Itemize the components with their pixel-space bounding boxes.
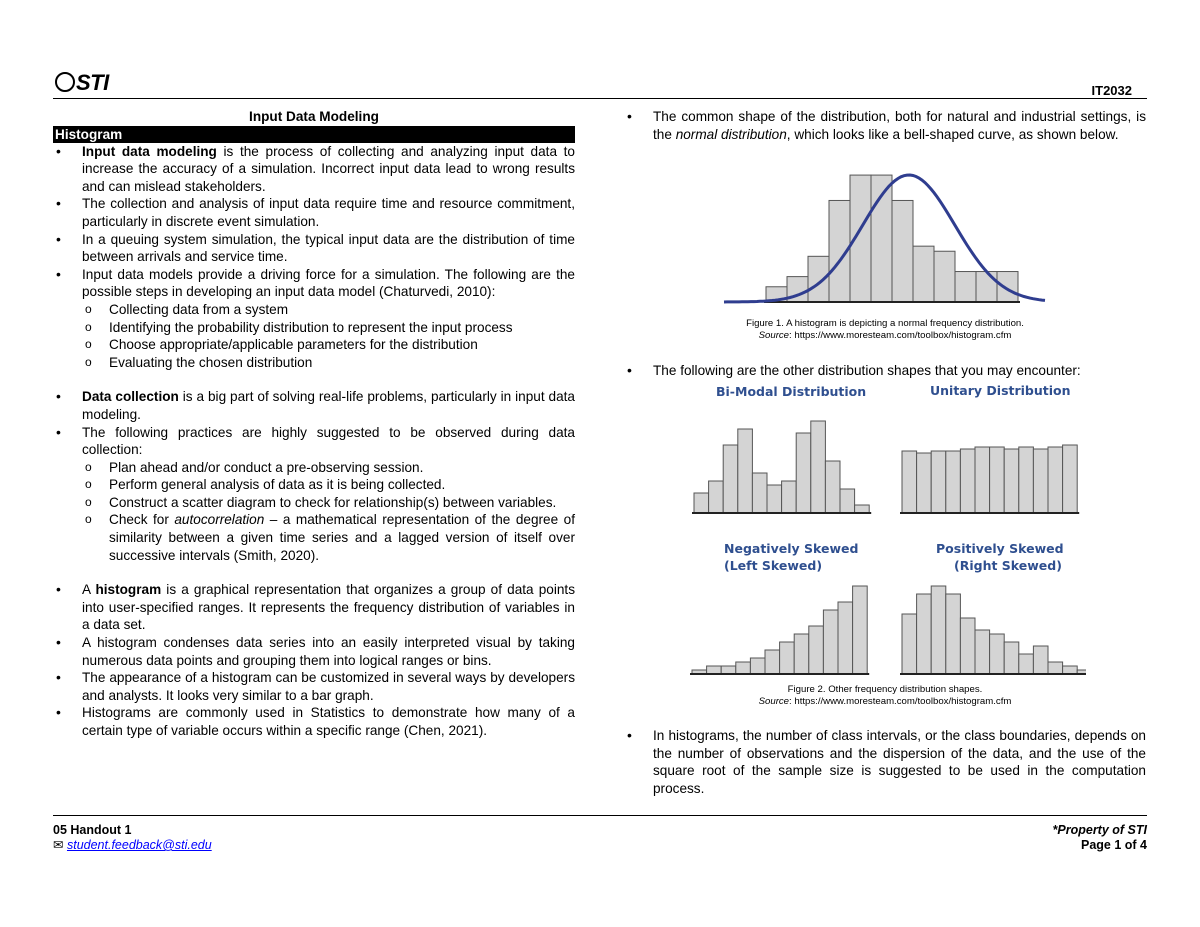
steps-list <box>82 301 575 371</box>
bullet-list-2 <box>53 388 575 564</box>
list-item-text: is a big part of solving real-life problems, particularly in input data modeling. <box>82 389 575 422</box>
list-item: • In histograms, the number of class intervals, or the class boundaries, depends on the number of observations and the dispersion of the data, and the use of the square root of the sample size is suggested to be used in the computation process. <box>624 727 1146 797</box>
histogram-bar <box>990 447 1005 513</box>
histogram-bar <box>723 445 738 513</box>
histogram-bar <box>736 662 751 674</box>
figure-1-caption <box>624 318 1146 342</box>
label-pos2: (Right Skewed) <box>954 558 1062 573</box>
histogram-bar <box>902 451 917 513</box>
histogram-bar <box>960 449 975 513</box>
list-item <box>53 143 575 196</box>
step-item: o Choose appropriate/applicable parameters for the distribution <box>82 336 575 354</box>
histogram-bar <box>765 650 780 674</box>
list-item <box>53 266 575 372</box>
histogram-bar <box>917 594 932 674</box>
histogram-bar <box>997 272 1018 302</box>
list-item: • The appearance of a histogram can be customized in several ways by developers and analysts. It looks very similar to a bar graph. <box>53 669 575 704</box>
histogram-bar <box>902 614 917 674</box>
histogram-bar <box>721 666 736 674</box>
term-bold: histogram <box>95 582 162 598</box>
handout-label: 05 Handout 1 <box>53 823 132 837</box>
label-pos1: Positively Skewed <box>936 541 1064 556</box>
right-column <box>624 108 1146 143</box>
list-item-text: Input data models provide a driving force for a simulation. The following are the possible steps in developing an input data model (Chaturvedi, 2010): <box>82 266 575 300</box>
mail-icon: ✉ <box>53 838 64 852</box>
histogram-bar <box>892 200 913 302</box>
course-code: IT2032 <box>1091 83 1132 98</box>
histogram-bar <box>752 473 767 513</box>
step-item: o Collecting data from a system <box>82 301 575 319</box>
source-label: Source <box>758 696 790 707</box>
practice-item: o Construct a scatter diagram to check for relationship(s) between variables. <box>82 494 575 512</box>
footer-left <box>53 823 212 853</box>
step-item: o Evaluating the chosen distribution <box>82 354 575 372</box>
histogram-bar <box>809 626 824 674</box>
term-italic: normal distribution <box>675 126 787 142</box>
feedback-email-link[interactable]: student.feedback@sti.edu <box>66 838 212 852</box>
term-bold: Input data modeling <box>82 143 217 159</box>
histogram-bar <box>1004 449 1019 513</box>
histogram-bar <box>855 505 870 513</box>
list-item-text: is a graphical representation that organizes a group of data points into user-specified ranges. It represents the frequency distribution of variables in a data set. <box>82 582 576 633</box>
header-divider <box>53 98 1147 99</box>
figure-caption-text: Figure 2. Other frequency distribution shapes. <box>787 684 983 695</box>
histogram-bar <box>1048 662 1063 674</box>
histogram-bar <box>780 642 795 674</box>
histogram-bar <box>1019 654 1034 674</box>
histogram-bar <box>694 493 709 513</box>
practice-text: Check for <box>109 512 175 528</box>
list-item <box>53 581 575 634</box>
footer-divider <box>53 815 1147 816</box>
histogram-bar <box>1019 447 1034 513</box>
bullet-list-4 <box>624 108 1146 143</box>
histogram-bar <box>1033 646 1048 674</box>
property-label: *Property of STI <box>1052 823 1147 837</box>
histogram-bar <box>976 272 997 302</box>
histogram-bar <box>975 630 990 674</box>
practices-list <box>82 459 575 565</box>
histogram-bar <box>782 481 797 513</box>
histogram-bar <box>975 447 990 513</box>
source-url: : https://www.moresteam.com/toolbox/histogram.cfm <box>789 696 1012 707</box>
practice-item: o Plan ahead and/or conduct a pre-observing session. <box>82 459 575 477</box>
histogram-bar <box>913 246 934 302</box>
label-unitary: Unitary Distribution <box>930 383 1071 398</box>
histogram-bar <box>1004 642 1019 674</box>
practice-text: – a mathematical representation of the degree of similarity between a given time series and a lagged version of itself over successive intervals (Smith, 2020). <box>109 512 575 563</box>
practice-item <box>82 511 575 564</box>
list-item <box>53 388 575 423</box>
list-item <box>53 424 575 565</box>
list-item: • In a queuing system simulation, the typical input data are the distribution of time between arrivals and service time. <box>53 231 575 266</box>
term-bold: Data collection <box>82 389 179 405</box>
bullet-list-1 <box>53 143 575 372</box>
sti-logo-icon <box>55 72 75 92</box>
histogram-bar <box>934 251 955 302</box>
list-item-text: The following practices are highly suggested to be observed during data collection: <box>82 424 575 458</box>
histogram-bar <box>853 586 868 674</box>
list-item: • Histograms are commonly used in Statistics to demonstrate how many of a certain type of variable occurs within a specific range (Chen, 2021). <box>53 704 575 739</box>
histogram-bar <box>1063 666 1078 674</box>
practice-item: o Perform general analysis of data as it is being collected. <box>82 476 575 494</box>
histogram-bar <box>955 272 976 302</box>
bullet-list-3 <box>53 581 575 739</box>
left-column <box>53 108 575 740</box>
page-title: Input Data Modeling <box>249 109 379 124</box>
histogram-bar <box>931 451 946 513</box>
histogram-bar <box>838 602 853 674</box>
list-item-text: , which looks like a bell-shaped curve, as shown below. <box>786 126 1119 142</box>
label-bimodal: Bi-Modal Distribution <box>716 384 867 399</box>
label-neg1: Negatively Skewed <box>724 541 859 556</box>
histogram-bar <box>946 594 961 674</box>
histogram-bar <box>707 666 722 674</box>
histogram-bar <box>709 481 724 513</box>
histogram-bar <box>946 451 961 513</box>
source-url: : https://www.moresteam.com/toolbox/histogram.cfm <box>789 330 1012 341</box>
figure-distribution-shapes <box>686 380 1086 680</box>
source-label: Source <box>758 330 790 341</box>
footer-right <box>1053 823 1147 853</box>
histogram-bar <box>808 256 829 302</box>
histogram-bar <box>823 610 838 674</box>
step-item: o Identifying the probability distribution to represent the input process <box>82 319 575 337</box>
page-number: Page 1 of 4 <box>1081 838 1147 852</box>
right-bullet-2 <box>624 362 1146 380</box>
list-item-text: A <box>82 582 96 598</box>
histogram-bar <box>840 489 855 513</box>
list-item: • The collection and analysis of input data require time and resource commitment, particularly in discrete event simulation. <box>53 195 575 230</box>
list-item: • A histogram condenses data series into an easily interpreted visual by taking numerous data points and grouping them into logical ranges or bins. <box>53 634 575 669</box>
histogram-bar <box>917 453 932 513</box>
figure-caption-text: Figure 1. A histogram is depicting a normal frequency distribution. <box>746 318 1024 329</box>
histogram-bar <box>1048 447 1063 513</box>
right-bullet-3 <box>624 727 1146 797</box>
figure-normal-histogram <box>720 166 1050 308</box>
histogram-bar <box>960 618 975 674</box>
histogram-bar <box>738 429 753 513</box>
histogram-bar <box>796 433 811 513</box>
histogram-bar <box>750 658 765 674</box>
figure-2-caption <box>624 684 1146 708</box>
list-item-text: The common shape of the distribution, both for natural and industrial settings, is the <box>653 109 1146 142</box>
histogram-bar <box>794 634 809 674</box>
histogram-bar <box>767 485 782 513</box>
sti-logo <box>55 70 109 96</box>
list-item-text: is the process of collecting and analyzing input data to increase the accuracy of a simulation. Incorrect input data lead to wrong results and can mislead stakeholders. <box>82 143 575 194</box>
list-item: • The following are the other distribution shapes that you may encounter: <box>624 362 1146 380</box>
histogram-bar <box>1033 449 1048 513</box>
histogram-bar <box>825 461 840 513</box>
histogram-bar <box>931 586 946 674</box>
histogram-bar <box>1063 445 1078 513</box>
section-heading: Histogram <box>53 126 575 143</box>
term-italic: autocorrelation <box>174 512 265 528</box>
label-neg2: (Left Skewed) <box>724 558 823 573</box>
histogram-bar <box>811 421 826 513</box>
logo-text: STI <box>76 70 109 95</box>
list-item <box>624 108 1146 143</box>
histogram-bar <box>990 634 1005 674</box>
